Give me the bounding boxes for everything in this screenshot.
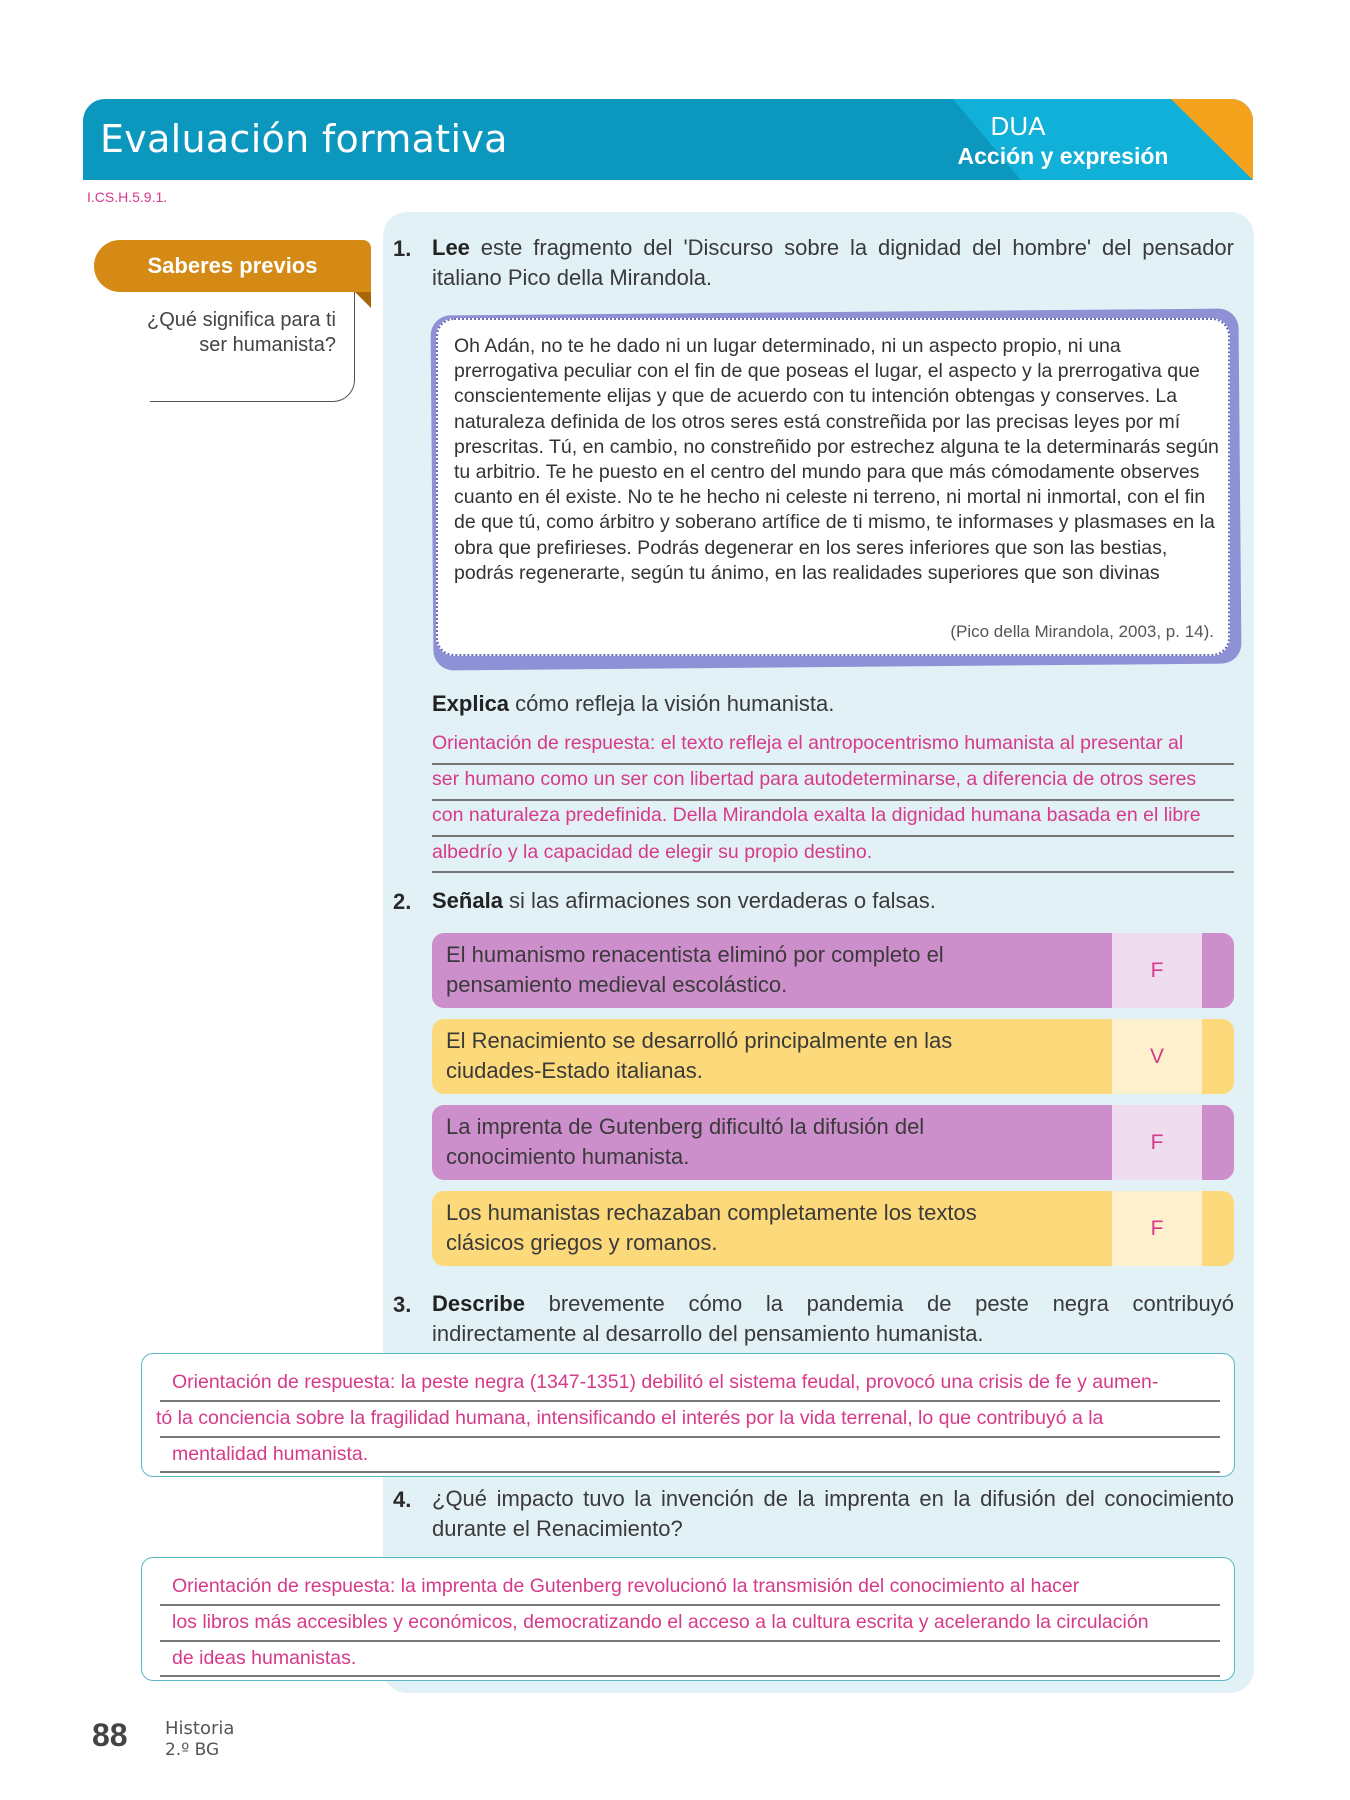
answer-rule (432, 799, 1234, 801)
q2-verb: Señala (432, 888, 503, 913)
q2-prompt (432, 886, 1234, 916)
q3-answer-box[interactable] (141, 1353, 1235, 1477)
footer-subject: Historia (165, 1718, 235, 1739)
q2-number: 2. (393, 889, 412, 914)
dua-title: DUA (990, 111, 1046, 141)
tf-item-2 (432, 1019, 1234, 1094)
q4-answer-line-1: Orientación de respuesta: la imprenta de Gutenberg revolucionó la transmisión del conocimiento al hacer (172, 1575, 1080, 1597)
page-title: Evaluación formativa (100, 117, 508, 161)
q1-number: 1. (393, 236, 412, 261)
saberes-label: Saberes previos (94, 240, 371, 292)
q4-answer-line-2: los libros más accesibles y económicos, democratizando el acceso a la cultura escrita y acelerando la circulación (172, 1611, 1149, 1633)
tf-answer-box[interactable]: F (1112, 1191, 1202, 1266)
q3-answer-line-2: tó la conciencia sobre la fragilidad humana, intensificando el interés por la vida terrenal, lo que contribuyó a la (156, 1407, 1104, 1429)
q4-answer-box[interactable] (141, 1557, 1235, 1681)
q1-prompt (432, 233, 1234, 293)
tf-item-3 (432, 1105, 1234, 1180)
q1-explain (432, 689, 1234, 719)
q1-answer-line-3: con naturaleza predefinida. Della Mirandola exalta la dignidad humana basada en el libre (432, 804, 1201, 826)
answer-rule (160, 1675, 1220, 1677)
tf-statement: La imprenta de Gutenberg dificultó la difusión del conocimiento humanista. (446, 1114, 925, 1169)
quote-box (436, 318, 1230, 656)
q3-text: brevemente cómo la pandemia de peste negra contribuyó indirectamente al desarrollo del pensamiento humanista. (432, 1291, 1234, 1346)
answer-rule (160, 1604, 1220, 1606)
q3-answer-line-3: mentalidad humanista. (172, 1443, 369, 1465)
tf-statement: El Renacimiento se desarrolló principalmente en las ciudades-Estado italianas. (446, 1028, 953, 1083)
answer-rule (432, 763, 1234, 765)
q4-prompt: ¿Qué impacto tuvo la invención de la imprenta en la difusión del conocimiento durante el Renacimiento? (432, 1486, 1234, 1541)
q4-number: 4. (393, 1487, 412, 1512)
q4-answer-line-3: de ideas humanistas. (172, 1647, 357, 1669)
q1-answer-line-2: ser humano como un ser con libertad para autodeterminarse, a diferencia de otros seres (432, 768, 1197, 790)
quote-text: Oh Adán, no te he dado ni un lugar determinado, ni un aspecto propio, ni una prerrogativa peculiar con el fin de que poseas el lugar, el aspecto y la prerrogativa que conscientemente elijas y que de acuerdo con tu intención obtengas y conserves. La naturaleza definida de los otros seres está constreñida por las precisas leyes por mí prescritas. Tú, en cambio, no constreñido por estrechez alguna te la determinarás según tu arbitrio. Te he puesto en el centro del mundo para que más cómodamente observes cuanto en él existe. No te he hecho ni celeste ni terreno, ni mortal ni inmortal, con el fin de que tú, como árbitro y soberano artífice de ti mismo, te informases y plasmases en la obra que prefirieses. Podrás degenerar en los seres inferiores que son las bestias, podrás regenerarte, según tu ánimo, en las realidades superiores que son divinas (454, 335, 1219, 584)
saberes-question: ¿Qué significa para ti ser humanista? (147, 309, 336, 356)
quote-citation: (Pico della Mirandola, 2003, p. 14). (950, 622, 1214, 641)
q1-text: este fragmento del 'Discurso sobre la dignidad del hombre' del pensador italiano Pico della Mirandola. (432, 235, 1234, 290)
answer-rule (160, 1471, 1220, 1473)
indicator-code: I.CS.H.5.9.1. (87, 189, 168, 205)
tf-answer-box[interactable]: V (1112, 1019, 1202, 1094)
tf-statement: El humanismo renacentista eliminó por completo el pensamiento medieval escolástico. (446, 942, 944, 997)
tf-answer-box[interactable]: F (1112, 933, 1202, 1008)
footer-grade: 2.º BG (165, 1740, 220, 1760)
tf-answer-box[interactable]: F (1112, 1105, 1202, 1180)
tf-item-4 (432, 1191, 1234, 1266)
tf-item-1 (432, 933, 1234, 1008)
q3-prompt (432, 1289, 1234, 1349)
answer-rule (432, 871, 1234, 873)
dua-subtitle: Acción y expresión (957, 143, 1169, 169)
explain-text: cómo refleja la visión humanista. (509, 691, 835, 716)
header-banner (83, 99, 1253, 180)
q3-verb: Describe (432, 1291, 525, 1316)
answer-rule (160, 1400, 1220, 1402)
q1-verb: Lee (432, 235, 470, 260)
page-number: 88 (92, 1717, 128, 1753)
answer-rule (160, 1436, 1220, 1438)
tf-statement: Los humanistas rechazaban completamente los textos clásicos griegos y romanos. (446, 1200, 977, 1255)
explain-verb: Explica (432, 691, 510, 716)
saberes-fold (355, 292, 371, 308)
q3-number: 3. (393, 1292, 412, 1317)
q1-answer-line-4: albedrío y la capacidad de elegir su propio destino. (432, 841, 873, 863)
q3-answer-line-1: Orientación de respuesta: la peste negra (1347-1351) debilitó el sistema feudal, provocó una crisis de fe y aumen- (172, 1371, 1159, 1393)
q2-text: si las afirmaciones son verdaderas o falsas. (502, 888, 936, 913)
answer-rule (432, 835, 1234, 837)
answer-rule (160, 1640, 1220, 1642)
q1-answer-line-1: Orientación de respuesta: el texto refleja el antropocentrismo humanista al presentar al (432, 732, 1184, 754)
